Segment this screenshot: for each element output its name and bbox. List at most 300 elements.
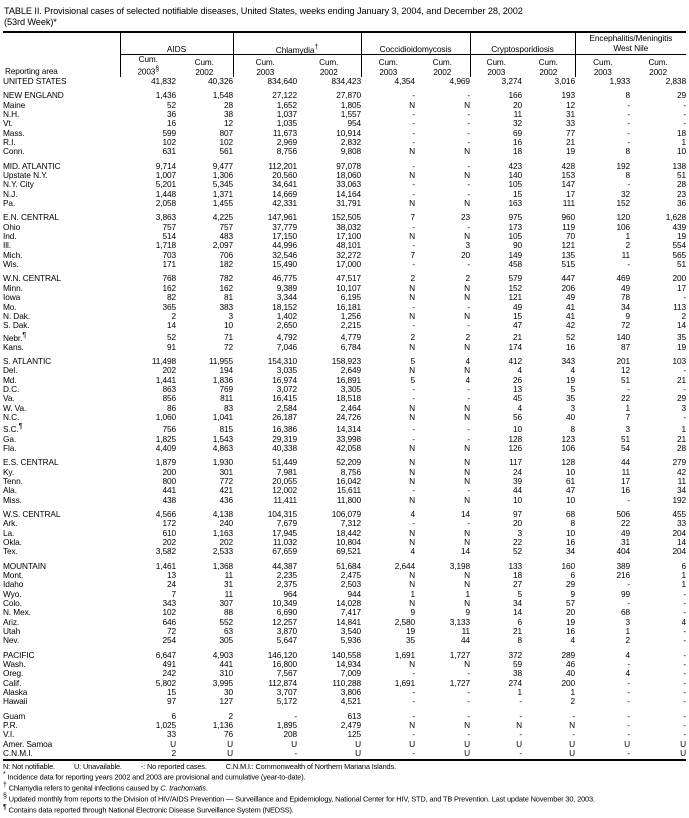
page-title — [0, 0, 689, 31]
table-row — [3, 321, 686, 330]
reporting-area-cell: Ark. — [3, 518, 18, 529]
reporting-area-cell: Pa. — [3, 198, 16, 209]
reporting-area-cell: MID. ATLANTIC — [3, 160, 61, 171]
cell-chlamydia-2002: 11,800 — [336, 494, 361, 505]
cell-westnile-2002: 103 — [672, 356, 687, 366]
cell-westnile-2002: 28 — [677, 442, 687, 453]
reporting-area-cell: N.C. — [3, 412, 20, 423]
cell-crypto-2002: 2 — [570, 696, 576, 707]
cell-westnile-2003: - — [627, 748, 631, 759]
reporting-area-cell: Wyo. — [3, 588, 22, 599]
cell-aids-2003: 1,461 — [155, 560, 176, 571]
cell-aids-2002: 12 — [223, 118, 233, 129]
cell-westnile-2003: U — [624, 738, 631, 749]
cell-westnile-2002: - — [683, 607, 687, 618]
cell-crypto-2003: 20 — [512, 99, 522, 110]
cell-crypto-2003: 97 — [512, 508, 522, 519]
reporting-area-cell: W. Va. — [3, 402, 27, 413]
cell-aids-2003: 1,825 — [155, 433, 176, 444]
cell-cocci-2003: N — [409, 569, 415, 580]
cell-cocci-2003: - — [412, 127, 415, 138]
cell-cocci-2002: N — [464, 466, 470, 477]
cell-westnile-2003: 72 — [620, 320, 631, 331]
cell-chlamydia-2003: 7,046 — [276, 341, 297, 352]
notifiable-diseases-table — [3, 31, 686, 758]
reporting-area-cell: Calif. — [3, 677, 22, 688]
reporting-area-cell: Tenn. — [3, 475, 23, 486]
cell-crypto-2003: 174 — [508, 341, 522, 352]
cell-crypto-2002: 70 — [565, 231, 576, 242]
cell-cocci-2002: N — [464, 231, 470, 242]
cell-crypto-2003: 121 — [508, 292, 522, 303]
cell-crypto-2002: 5 — [570, 384, 576, 395]
cell-chlamydia-2003: 40,338 — [272, 442, 297, 453]
cell-westnile-2003: 17 — [620, 475, 631, 486]
cell-chlamydia-2003: 1,035 — [276, 118, 297, 129]
cell-westnile-2002: 204 — [672, 527, 687, 538]
reporting-area-cell: W.S. CENTRAL — [3, 508, 61, 519]
cell-aids-2002: 1,163 — [212, 527, 233, 538]
cell-chlamydia-2002: 69,521 — [336, 546, 361, 557]
cell-cocci-2002: - — [467, 393, 470, 404]
cell-westnile-2003: - — [627, 659, 631, 670]
cell-cocci-2002: 2 — [465, 332, 470, 343]
cell-cocci-2002: 9 — [465, 607, 470, 618]
cell-chlamydia-2003: 37,779 — [272, 221, 297, 232]
cell-chlamydia-2002: 1,557 — [340, 108, 361, 119]
cell-cocci-2003: N — [409, 282, 415, 293]
reporting-area-cell: P.R. — [3, 720, 18, 731]
cell-chlamydia-2003: 44,996 — [272, 240, 297, 251]
cell-crypto-2002: 46 — [565, 659, 576, 670]
cell-cocci-2002: 3 — [465, 240, 470, 251]
cell-chlamydia-2002: 140,558 — [331, 649, 361, 660]
cell-crypto-2002: 19 — [565, 616, 576, 627]
cell-westnile-2002: 21 — [677, 433, 687, 444]
reporting-area-cell: Okla. — [3, 536, 22, 547]
reporting-area-cell: Ill. — [3, 240, 11, 251]
cell-cocci-2002: 3,198 — [449, 560, 470, 571]
cell-chlamydia-2002: 944 — [347, 588, 361, 599]
cell-crypto-2003: 21 — [512, 626, 522, 637]
cell-cocci-2003: 7 — [410, 212, 415, 223]
cell-chlamydia-2003: 1,652 — [276, 99, 297, 110]
cell-cocci-2002: N — [464, 341, 470, 352]
cell-cocci-2003: N — [409, 457, 415, 468]
cell-westnile-2003: 201 — [616, 356, 631, 366]
cell-westnile-2003: 49 — [620, 282, 631, 293]
cell-chlamydia-2003: 15,490 — [272, 259, 297, 270]
cell-crypto-2002: 41 — [565, 310, 576, 321]
cell-aids-2002: 307 — [219, 598, 233, 609]
reporting-area-cell: Oreg. — [3, 668, 24, 679]
cell-chlamydia-2002: 7,417 — [340, 607, 361, 618]
cell-chlamydia-2003: - — [294, 710, 297, 721]
header-chlamydia-cum-2002: Cum. 2002 — [319, 58, 339, 77]
cell-cocci-2003: - — [412, 748, 415, 759]
cell-aids-2003: 438 — [162, 494, 176, 505]
cell-aids-2003: 2 — [171, 748, 176, 759]
cell-westnile-2003: - — [627, 99, 631, 110]
cell-chlamydia-2002: 31,791 — [336, 198, 361, 209]
cell-chlamydia-2003: 8,756 — [276, 146, 297, 157]
reporting-area-cell: Va. — [3, 393, 15, 404]
cell-cocci-2002: N — [464, 402, 470, 413]
cell-aids-2003: 33 — [166, 729, 176, 740]
cell-aids-2003: 16 — [166, 118, 176, 129]
cell-chlamydia-2002: 4,521 — [340, 696, 361, 707]
cell-westnile-2003: 22 — [620, 518, 631, 529]
cell-westnile-2003: - — [627, 137, 631, 148]
cell-aids-2003: 1,879 — [155, 457, 176, 468]
header-crypto-cum-2003: Cum. 2003 — [470, 55, 522, 77]
cell-chlamydia-2002: 6,195 — [340, 292, 361, 303]
header-aids-cum-2003: Cum. 2003§ — [120, 55, 176, 77]
cell-crypto-2002: 61 — [565, 475, 576, 486]
cell-chlamydia-2003: 1,895 — [276, 720, 297, 731]
cell-aids-2002: 31 — [223, 579, 233, 590]
cell-westnile-2002: 36 — [677, 198, 687, 209]
cell-aids-2003: 52 — [166, 332, 176, 343]
cell-aids-2003: 757 — [162, 221, 176, 232]
cell-aids-2003: 856 — [162, 393, 176, 404]
cell-aids-2002: 4,903 — [212, 649, 233, 660]
cell-aids-2002: 10 — [223, 320, 233, 331]
cell-westnile-2003: 44 — [620, 457, 631, 468]
cell-crypto-2003: 3,274 — [501, 75, 522, 86]
cell-chlamydia-2003: - — [294, 748, 297, 759]
cell-aids-2003: 7 — [171, 588, 176, 599]
cell-westnile-2003: 12 — [620, 365, 631, 376]
cell-westnile-2003: 3 — [625, 616, 631, 627]
cell-crypto-2002: 68 — [565, 508, 576, 519]
cell-cocci-2003: - — [412, 696, 415, 707]
cell-aids-2003: 72 — [166, 626, 176, 637]
cell-crypto-2003: 372 — [508, 649, 522, 660]
cell-cocci-2002: N — [464, 569, 470, 580]
cell-westnile-2003: 16 — [620, 485, 631, 496]
cell-aids-2002: 1,368 — [212, 560, 233, 571]
cell-aids-2002: 3 — [228, 310, 233, 321]
reporting-area-cell: La. — [3, 527, 15, 538]
cell-crypto-2003: 39 — [512, 475, 522, 486]
cell-westnile-2002: 35 — [677, 332, 687, 343]
cell-chlamydia-2003: 112,874 — [268, 677, 297, 688]
cell-westnile-2002: 14 — [677, 320, 687, 331]
cell-cocci-2003: 4,354 — [394, 75, 415, 86]
cell-crypto-2002: 135 — [561, 249, 576, 260]
cell-crypto-2002: 42 — [565, 320, 576, 331]
reporting-area-cell: E.S. CENTRAL — [3, 457, 59, 468]
cell-westnile-2003: 2 — [625, 240, 631, 251]
reporting-area-cell: Colo. — [3, 598, 22, 609]
cell-crypto-2003: 140 — [508, 170, 522, 181]
cell-crypto-2002: 1 — [570, 687, 576, 698]
cell-crypto-2003: 128 — [508, 433, 522, 444]
cell-aids-2003: 1,718 — [155, 240, 176, 251]
cell-crypto-2002: 515 — [561, 259, 576, 270]
cell-chlamydia-2002: 18,442 — [336, 527, 361, 538]
cell-chlamydia-2002: 110,288 — [332, 677, 361, 688]
cell-crypto-2003: 117 — [509, 457, 522, 468]
cell-westnile-2002: - — [683, 635, 687, 646]
cell-cocci-2003: 4 — [410, 508, 415, 519]
cell-aids-2003: 646 — [162, 616, 176, 627]
cell-aids-2002: 1,306 — [212, 170, 233, 181]
reporting-area-cell: E.N. CENTRAL — [3, 212, 59, 223]
cell-chlamydia-2002: 10,804 — [336, 536, 361, 547]
cell-crypto-2002: 17 — [565, 188, 576, 199]
cell-cocci-2003: 7 — [410, 249, 415, 260]
cell-cocci-2002: 44 — [460, 635, 470, 646]
title-line-1: TABLE II. Provisional cases of selected notifiable diseases, United States, weeks ending January 3, 2004, and December 28, 2002 — [4, 6, 523, 16]
cell-crypto-2003: U — [516, 738, 522, 749]
reporting-area-cell: MOUNTAIN — [3, 560, 46, 571]
cell-aids-2003: 52 — [166, 99, 176, 110]
cell-crypto-2002: - — [572, 729, 576, 740]
cell-cocci-2003: N — [409, 579, 415, 590]
cell-chlamydia-2002: U — [355, 738, 361, 749]
cell-aids-2002: 807 — [219, 127, 233, 138]
cell-crypto-2003: 152 — [508, 282, 522, 293]
cell-westnile-2003: 8 — [625, 90, 631, 101]
cell-crypto-2003: 18 — [512, 569, 522, 580]
cell-crypto-2003: 15 — [512, 310, 522, 321]
cell-aids-2002: 815 — [219, 424, 233, 435]
cell-crypto-2002: 128 — [561, 457, 576, 468]
cell-crypto-2003: 47 — [512, 320, 522, 331]
cell-chlamydia-2003: 12,002 — [272, 485, 297, 496]
cell-crypto-2003: 11 — [513, 108, 522, 119]
cell-crypto-2003: - — [519, 710, 522, 721]
cell-chlamydia-2003: 46,775 — [272, 273, 297, 284]
cell-aids-2003: 86 — [166, 402, 176, 413]
cell-aids-2002: 782 — [219, 273, 233, 284]
cell-cocci-2003: 5 — [410, 356, 415, 366]
cell-crypto-2003: 3 — [517, 527, 522, 538]
table-row — [3, 580, 686, 589]
cell-aids-2003: 800 — [162, 475, 176, 486]
cell-crypto-2002: 343 — [561, 356, 576, 366]
cell-cocci-2003: - — [412, 221, 415, 232]
cell-crypto-2003: N — [516, 720, 522, 731]
title-line-2: (53rd Week)* — [4, 17, 57, 28]
header-aids-cum-2002: Cum. 2002 — [194, 58, 214, 77]
cell-crypto-2003: 8 — [517, 635, 522, 646]
reporting-area-cell: Conn. — [3, 146, 25, 157]
cell-chlamydia-2003: 5,172 — [276, 696, 297, 707]
cell-crypto-2002: 206 — [561, 282, 576, 293]
cell-crypto-2002: 31 — [565, 108, 576, 119]
cell-westnile-2003: - — [627, 677, 631, 688]
cell-aids-2002: 1,548 — [212, 90, 233, 101]
cell-crypto-2002: 4 — [570, 635, 576, 646]
cell-cocci-2002: 20 — [460, 249, 470, 260]
cell-aids-2003: 2 — [171, 310, 176, 321]
cell-crypto-2003: 14 — [512, 607, 522, 618]
cell-aids-2003: 514 — [162, 231, 176, 242]
cell-cocci-2002: N — [464, 475, 470, 486]
cell-westnile-2002: 17 — [677, 282, 687, 293]
cell-chlamydia-2003: 4,792 — [276, 332, 297, 343]
cell-cocci-2002: 11 — [461, 626, 470, 637]
cell-crypto-2002: 4 — [570, 365, 576, 376]
cell-westnile-2002: 34 — [677, 485, 687, 496]
cell-westnile-2003: - — [627, 494, 631, 505]
cell-westnile-2003: 99 — [620, 588, 631, 599]
cell-chlamydia-2003: 1,402 — [276, 310, 297, 321]
header-group-west-nile: Encephalitis/Meningitis West Nile — [575, 32, 686, 55]
cell-aids-2002: U — [227, 748, 233, 759]
reporting-area-cell: Mont. — [3, 569, 24, 580]
cell-aids-2002: 30 — [223, 687, 233, 698]
reporting-area-cell: Nebr.¶ — [3, 331, 27, 343]
footnote-1: * Incidence data for reporting years 2002 and 2003 are provisional and cumulative (year-to-date). — [3, 771, 306, 782]
cell-cocci-2003: N — [409, 598, 415, 609]
cell-chlamydia-2002: 10,107 — [336, 282, 361, 293]
table-row — [3, 721, 686, 730]
cell-aids-2002: 71 — [223, 332, 233, 343]
cell-chlamydia-2003: 11,673 — [272, 127, 297, 138]
reporting-area-cell: R.I. — [3, 137, 16, 148]
cell-aids-2003: 6,647 — [155, 649, 176, 660]
cell-chlamydia-2003: 2,235 — [276, 569, 297, 580]
cell-westnile-2002: 439 — [672, 221, 687, 232]
cell-cocci-2002: N — [464, 282, 470, 293]
cell-crypto-2003: 16 — [512, 137, 522, 148]
cell-aids-2002: 1,930 — [212, 457, 233, 468]
cell-westnile-2002: 6 — [681, 560, 687, 571]
cell-cocci-2003: 2,644 — [394, 560, 415, 571]
cell-chlamydia-2003: 5,647 — [276, 635, 297, 646]
cell-cocci-2003: N — [409, 292, 415, 303]
cell-cocci-2003: N — [409, 466, 415, 477]
reporting-area-cell: D.C. — [3, 384, 20, 395]
reporting-area-cell: Mass. — [3, 127, 25, 138]
cell-chlamydia-2002: 10,914 — [336, 127, 361, 138]
cell-cocci-2003: N — [409, 536, 415, 547]
cell-aids-2002: 63 — [223, 626, 233, 637]
cell-westnile-2003: 78 — [620, 292, 631, 303]
cell-westnile-2003: 506 — [616, 508, 631, 519]
cell-chlamydia-2002: 24,726 — [336, 412, 361, 423]
cell-crypto-2002: 40 — [565, 668, 576, 679]
cell-cocci-2002: 1,727 — [449, 649, 470, 660]
cell-cocci-2003: - — [412, 384, 415, 395]
cell-crypto-2003: - — [519, 696, 522, 707]
cell-aids-2003: 4,409 — [155, 442, 176, 453]
cell-aids-2003: 1,436 — [155, 90, 176, 101]
cell-crypto-2003: 90 — [512, 240, 522, 251]
cell-chlamydia-2003: 154,310 — [267, 356, 297, 366]
reporting-area-cell: C.N.M.I. — [3, 748, 33, 759]
cell-westnile-2002: - — [683, 710, 687, 721]
reporting-area-cell: Hawaii — [3, 696, 28, 707]
table-row — [3, 740, 686, 749]
cell-chlamydia-2002: 27,870 — [336, 90, 361, 101]
cell-aids-2003: 102 — [162, 137, 176, 148]
cell-cocci-2003: 2 — [410, 273, 415, 284]
cell-chlamydia-2002: 2,503 — [340, 579, 361, 590]
cell-westnile-2002: - — [683, 720, 687, 731]
cell-crypto-2002: 47 — [565, 485, 576, 496]
cell-westnile-2002: 1 — [681, 569, 687, 580]
cell-crypto-2002: 77 — [565, 127, 576, 138]
reporting-area-cell: Md. — [3, 374, 17, 385]
cell-chlamydia-2003: 2,650 — [276, 320, 297, 331]
cell-crypto-2003: 458 — [508, 259, 522, 270]
cell-chlamydia-2002: 7,312 — [340, 518, 361, 529]
cell-crypto-2003: 423 — [508, 160, 522, 171]
cell-chlamydia-2002: 14,841 — [336, 616, 361, 627]
cell-chlamydia-2002: 2,464 — [340, 402, 361, 413]
table-header-groups — [3, 32, 686, 55]
cell-westnile-2002: 204 — [672, 546, 687, 557]
cell-westnile-2003: 1 — [625, 231, 631, 242]
cell-cocci-2002: N — [464, 598, 470, 609]
header-westnile-cum-2003: Cum. 2003 — [575, 55, 630, 77]
cell-aids-2003: 631 — [162, 146, 176, 157]
cell-crypto-2002: 428 — [561, 160, 576, 171]
cell-aids-2002: 127 — [219, 696, 233, 707]
reporting-area-cell: Wis. — [3, 259, 19, 270]
cell-crypto-2003: 44 — [512, 485, 522, 496]
cell-crypto-2002: 29 — [565, 579, 576, 590]
cell-westnile-2003: - — [627, 127, 631, 138]
reporting-area-cell: NEW ENGLAND — [3, 90, 64, 101]
cell-aids-2003: 91 — [166, 341, 176, 352]
cell-aids-2003: 162 — [162, 282, 176, 293]
cell-westnile-2002: 3 — [681, 402, 687, 413]
cell-crypto-2003: 22 — [512, 536, 522, 547]
cell-aids-2002: 2,533 — [212, 546, 233, 557]
cell-aids-2003: 1,060 — [155, 412, 176, 423]
cell-westnile-2002: U — [680, 748, 687, 759]
cell-chlamydia-2003: 12,257 — [272, 616, 297, 627]
cell-cocci-2002: N — [464, 146, 470, 157]
cell-westnile-2003: 1 — [625, 626, 631, 637]
cell-westnile-2003: - — [627, 108, 631, 119]
cell-crypto-2002: 3,016 — [554, 75, 576, 86]
cell-westnile-2002: - — [683, 677, 687, 688]
cell-chlamydia-2003: 147,961 — [267, 212, 297, 223]
cell-westnile-2003: 140 — [616, 332, 631, 343]
cell-chlamydia-2003: 11,411 — [273, 494, 297, 505]
cell-westnile-2002: 29 — [677, 90, 687, 101]
cell-aids-2002: 301 — [219, 466, 233, 477]
header-westnile-cum-2002: Cum. 2002 — [648, 58, 668, 77]
cell-aids-2002: 102 — [219, 137, 233, 148]
cell-chlamydia-2003: 3,344 — [276, 292, 297, 303]
cell-crypto-2003: 21 — [512, 332, 522, 343]
cell-aids-2002: 76 — [223, 729, 233, 740]
cell-westnile-2002: 14 — [677, 536, 687, 547]
cell-cocci-2002: N — [464, 99, 470, 110]
cell-cocci-2003: N — [409, 341, 415, 352]
cell-chlamydia-2003: 104,315 — [267, 508, 297, 519]
reporting-area-cell: Vt. — [3, 118, 13, 129]
cell-westnile-2003: 31 — [620, 536, 631, 547]
cell-westnile-2002: 565 — [672, 249, 687, 260]
cell-cocci-2002: - — [467, 668, 470, 679]
cell-chlamydia-2003: 2,584 — [276, 402, 297, 413]
cell-westnile-2003: 4 — [625, 649, 631, 660]
cell-westnile-2002: - — [683, 384, 687, 395]
cell-chlamydia-2003: 6,690 — [276, 607, 297, 618]
cell-crypto-2002: 49 — [565, 292, 576, 303]
cell-cocci-2002: 4 — [465, 356, 470, 366]
cell-crypto-2003: 32 — [512, 118, 522, 129]
